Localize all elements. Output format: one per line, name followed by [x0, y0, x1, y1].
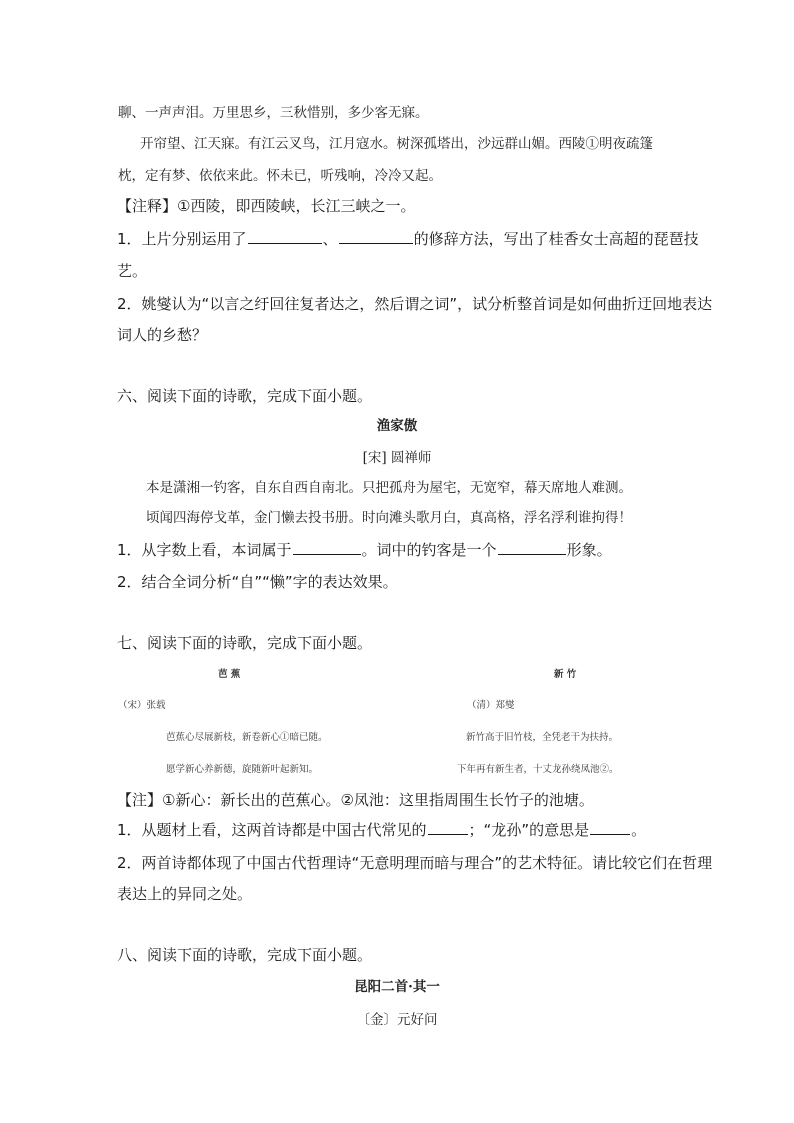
question-text: 1．从字数上看，本词属于 — [117, 541, 292, 559]
annotation-note: 【注】①新心：新长出的芭蕉心。②凤池：这里指周围生长竹子的池塘。 — [117, 791, 594, 809]
section-heading: 八、阅读下面的诗歌，完成下面小题。 — [117, 946, 373, 964]
poem-line: 芭蕉心尽展新枝，新卷新心①暗已随。 — [166, 732, 328, 743]
question-text: 艺。 — [117, 262, 148, 280]
question-text: 形象。 — [566, 541, 612, 559]
question-2: 2．两首诗都体现了中国古代哲理诗“无意明理而暗与理合”的艺术特征。请比较它们在哲理 — [117, 854, 713, 872]
poem-title-left: 芭 蕉 — [218, 669, 241, 680]
answer-blank[interactable] — [498, 540, 566, 555]
question-2: 2．姚燮认为“以言之纡回往复者达之，然后谓之词”，试分析整首词是如何曲折迂回地表达 — [117, 295, 713, 313]
answer-blank[interactable] — [339, 229, 413, 244]
question-1 — [117, 229, 699, 249]
question-text: 表达上的异同之处。 — [117, 885, 253, 903]
poem-line: 新竹高于旧竹枝，全凭老干为扶持。 — [466, 732, 619, 743]
poem-line: 聊、一声声泪。万里思乡，三秋惜别，多少客无寐。 — [118, 105, 429, 121]
question-text: 。词中的钓客是一个 — [361, 541, 497, 559]
poem-title: 昆阳二首·其一 — [354, 979, 440, 995]
poem-author-left: （宋）张载 — [118, 700, 166, 711]
poem-author-right: （清）郑燮 — [467, 700, 515, 711]
poem-line: 枕，定有梦、依依来此。怀未已，听残响，冷冷又起。 — [118, 168, 442, 184]
section-heading: 七、阅读下面的诗歌，完成下面小题。 — [117, 634, 373, 652]
poem-title-right: 新 竹 — [554, 669, 577, 680]
answer-blank[interactable] — [293, 540, 361, 555]
question-text: 。 — [631, 821, 647, 839]
poem-author: 〔金〕元好问 — [356, 1012, 438, 1028]
question-1 — [117, 820, 646, 840]
question-text: 、 — [322, 230, 338, 248]
annotation-note: 【注释】①西陵，即西陵峡，长江三峡之一。 — [117, 197, 416, 215]
answer-blank[interactable] — [428, 820, 468, 835]
section-heading: 六、阅读下面的诗歌，完成下面小题。 — [117, 387, 373, 405]
poem-line: 开帘望、江天寐。有江云叉鸟，江月寇水。树深孤塔出，沙远群山媚。西陵①明夜疏篷 — [140, 136, 653, 152]
question-2: 2．结合全词分析“自”“懒”字的表达效果。 — [117, 573, 398, 591]
question-1 — [117, 540, 612, 560]
question-text: 1．从题材上看，这两首诗都是中国古代常见的 — [117, 821, 427, 839]
poem-line: 本是潇湘一钓客，自东自西自南北。只把孤舟为屋宅，无宽窄，幕天席地人难测。 — [146, 480, 632, 496]
question-text: 词人的乡愁？ — [117, 326, 208, 344]
answer-blank[interactable] — [590, 820, 630, 835]
poem-line: 顷闻四海停戈革，金门懒去投书册。时向滩头歌月白，真高格，浮名浮利谁拘得！ — [146, 510, 632, 526]
question-text: 的修辞方法，写出了桂香女士高超的琵琶技 — [413, 230, 699, 248]
question-text: 1．上片分别运用了 — [117, 230, 247, 248]
question-text: ；“龙孙”的意思是 — [468, 821, 590, 839]
poem-author: [宋] 圆禅师 — [362, 450, 432, 466]
answer-blank[interactable] — [248, 229, 322, 244]
poem-line: 下年再有新生者，十丈龙孙绕凤池②。 — [457, 764, 619, 775]
poem-line: 愿学新心养新德，旋随新叶起新知。 — [166, 764, 319, 775]
poem-title: 渔家傲 — [376, 418, 418, 434]
